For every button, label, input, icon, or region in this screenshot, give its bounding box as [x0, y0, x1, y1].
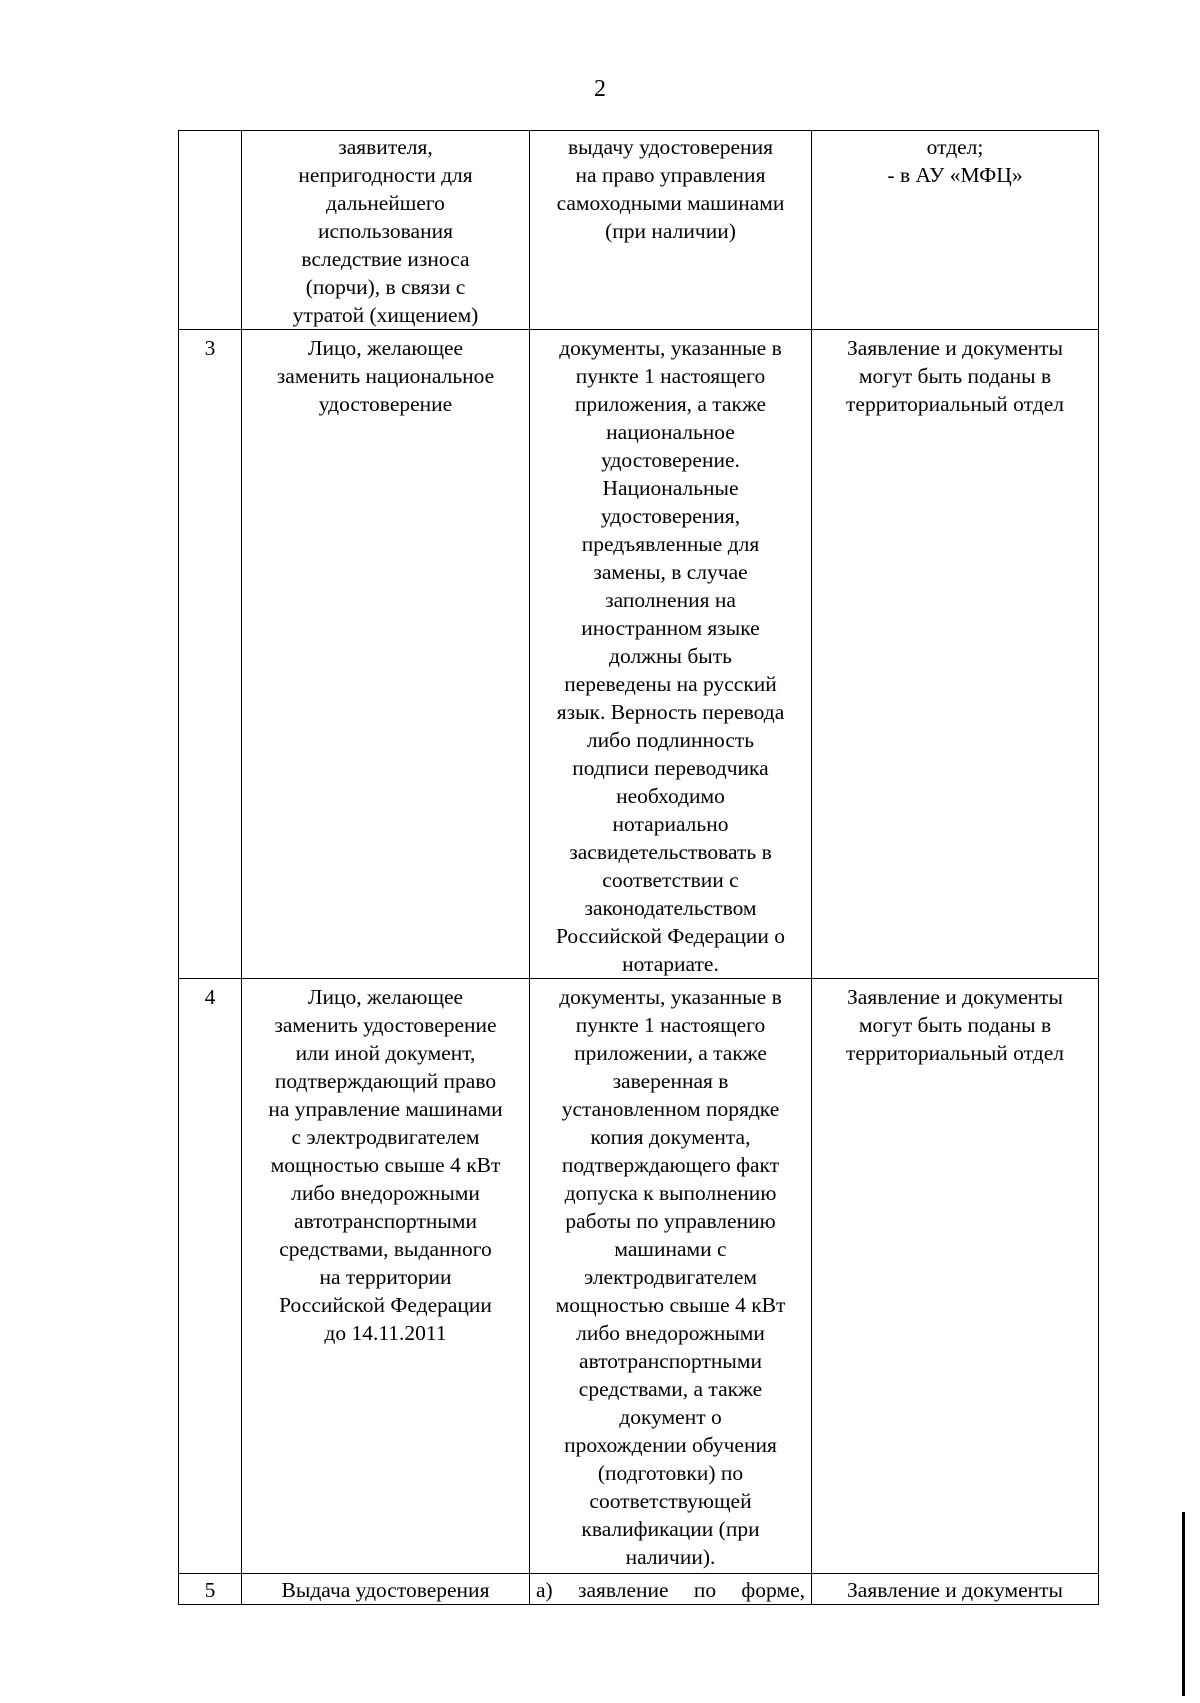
submission-cell: Заявление и документы могут быть поданы в территориальный отдел — [812, 330, 1099, 979]
table-row — [179, 131, 1099, 330]
table-row — [179, 979, 1099, 1574]
row-number-cell: 4 — [179, 979, 242, 1574]
table-row — [179, 1574, 1099, 1605]
documents-cell: документы, указанные в пункте 1 настоящего приложения, а также национальное удостоверение. Национальные удостоверения, предъявленные для замены, в случае заполнения на иностранном языке должны быть переведены на русский язык. Верность перевода либо подлинность подписи переводчика необходимо нотариально засвидетельствовать в соответствии с законодательством Российской Федерации о нотариате. — [530, 330, 812, 979]
applicant-cell: заявителя, непригодности для дальнейшего использования вследствие износа (порчи), в связи с утратой (хищением) — [242, 131, 530, 330]
submission-cell: Заявление и документы могут быть поданы в территориальный отдел — [812, 979, 1099, 1574]
table-row — [179, 330, 1099, 979]
documents-table — [178, 130, 1099, 1605]
row-number-cell — [179, 131, 242, 330]
submission-cell: отдел; - в АУ «МФЦ» — [812, 131, 1099, 330]
applicant-cell: Выдача удостоверения — [242, 1574, 530, 1605]
scan-margin-line — [1182, 1512, 1185, 1696]
applicant-cell: Лицо, желающее заменить национальное удостоверение — [242, 330, 530, 979]
applicant-cell: Лицо, желающее заменить удостоверение или иной документ, подтверждающий право на управление машинами с электродвигателем мощностью свыше 4 кВт либо внедорожными автотранспортными средствами, выданного на территории Российской Федерации до 14.11.2011 — [242, 979, 530, 1574]
documents-cell: выдачу удостоверения на право управления самоходными машинами (при наличии) — [530, 131, 812, 330]
row-number-cell: 3 — [179, 330, 242, 979]
row-number-cell: 5 — [179, 1574, 242, 1605]
documents-cell: документы, указанные в пункте 1 настоящего приложении, а также заверенная в установленном порядке копия документа, подтверждающего факт допуска к выполнению работы по управлению машинами с электродвигателем мощностью свыше 4 кВт либо внедорожными автотранспортными средствами, а также документ о прохождении обучения (подготовки) по соответствующей квалификации (при наличии). — [530, 979, 812, 1574]
submission-cell: Заявление и документы — [812, 1574, 1099, 1605]
documents-cell: а) заявление по форме, — [530, 1574, 812, 1605]
page-number: 2 — [594, 76, 606, 102]
